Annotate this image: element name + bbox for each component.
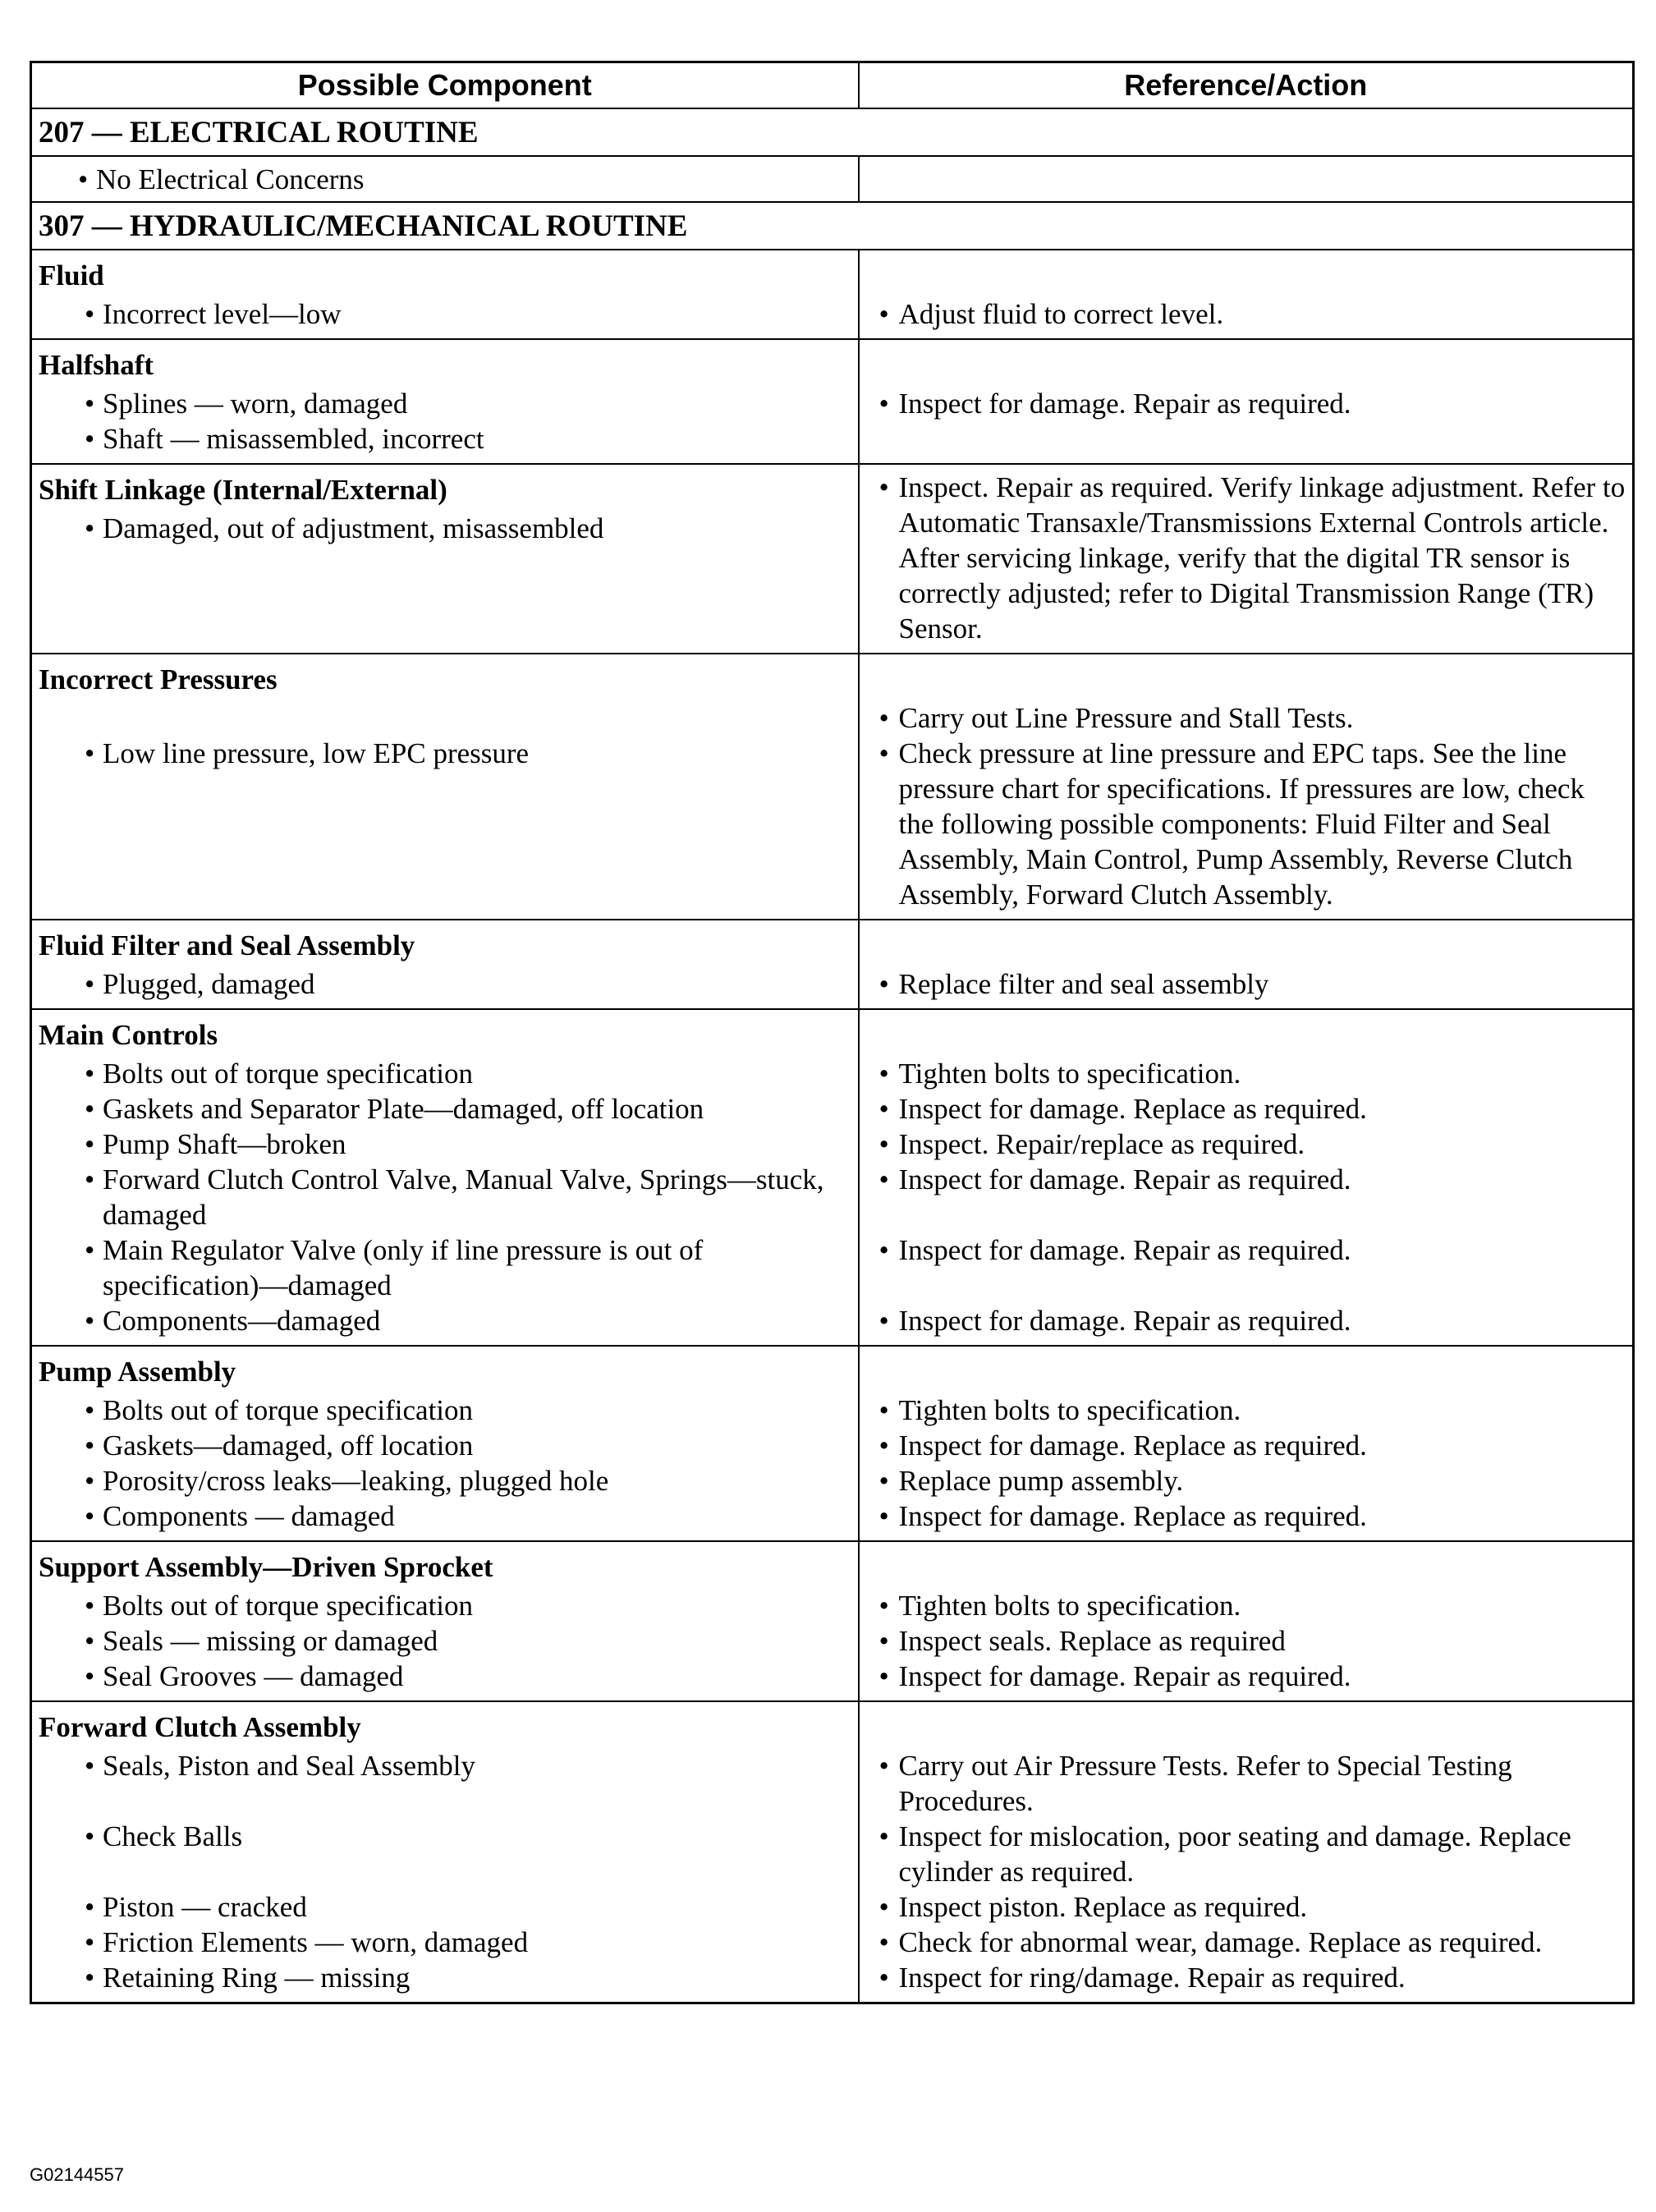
component-cell [31, 1541, 859, 1701]
action-item: • Inspect. Repair/replace as required. [866, 1127, 1626, 1162]
component-item: • Retaining Ring — missing [39, 1960, 851, 1995]
action-item: • Replace filter and seal assembly [866, 966, 1626, 1002]
action-item: • Inspect for damage. Repair as required. [866, 1162, 1626, 1197]
component-cell [31, 1701, 859, 2003]
table-row [31, 464, 1634, 654]
action-item: • Inspect for damage. Replace as required. [866, 1498, 1626, 1534]
component-item: • Shaft — misassembled, incorrect [39, 421, 851, 457]
action-item: • Inspect piston. Replace as required. [866, 1889, 1626, 1925]
component-item: • Damaged, out of adjustment, misassembled [39, 511, 851, 546]
table-row [31, 250, 1634, 339]
component-item: • Friction Elements — worn, damaged [39, 1925, 851, 1960]
diagnosis-table [30, 61, 1635, 2004]
group-title: Main Controls [39, 1019, 218, 1051]
action-item: • Check pressure at line pressure and EPC taps. See the line pressure chart for specifications. If pressures are low, check the following possible components: Fluid Filter and Seal Assembly, Main Control, Pump Assembly, Reverse Clutch Assembly, Forward Clutch Assembly. [866, 736, 1626, 912]
table-row [31, 1541, 1634, 1701]
table-row [31, 339, 1634, 464]
column-header-action: Reference/Action [859, 62, 1634, 109]
component-cell [31, 654, 859, 920]
component-item: • Bolts out of torque specification [39, 1393, 851, 1428]
action-item: • Inspect for damage. Replace as required. [866, 1428, 1626, 1463]
action-item: • Inspect for damage. Replace as required. [866, 1091, 1626, 1127]
component-cell [31, 464, 859, 654]
component-item: • No Electrical Concerns [32, 162, 858, 197]
action-item: • Tighten bolts to specification. [866, 1393, 1626, 1428]
action-item: • Inspect for damage. Repair as required. [866, 1232, 1626, 1268]
diagnosis-table-page [30, 61, 1632, 2004]
action-item: • Inspect seals. Replace as required [866, 1623, 1626, 1659]
action-item: • Inspect. Repair as required. Verify linkage adjustment. Refer to Automatic Transaxle/Transmissions External Controls article. After servicing linkage, verify that the digital TR sensor is correctly adjusted; refer to Digital Transmission Range (TR) Sensor. [866, 470, 1626, 646]
action-item: • Inspect for damage. Repair as required. [866, 386, 1626, 421]
action-item: • Inspect for mislocation, poor seating and damage. Replace cylinder as required. [866, 1819, 1626, 1889]
component-item: • Gaskets—damaged, off location [39, 1428, 851, 1463]
component-item: • Pump Shaft—broken [39, 1127, 851, 1162]
section-row-hydraulic [31, 202, 1634, 250]
action-item: • Tighten bolts to specification. [866, 1588, 1626, 1623]
action-item: • Inspect for damage. Repair as required. [866, 1303, 1626, 1338]
component-item: • Incorrect level—low [39, 296, 851, 332]
component-item: • Gaskets and Separator Plate—damaged, off location [39, 1091, 851, 1127]
component-item: • Forward Clutch Control Valve, Manual Valve, Springs—stuck, damaged [39, 1162, 851, 1232]
action-cell [859, 339, 1634, 464]
component-item: • Bolts out of torque specification [39, 1588, 851, 1623]
action-cell [859, 1701, 1634, 2003]
component-item: • Plugged, damaged [39, 966, 851, 1002]
table-row [31, 1346, 1634, 1541]
component-cell [31, 156, 859, 202]
component-cell [31, 1009, 859, 1346]
action-cell [859, 1009, 1634, 1346]
section-heading-electrical: 207 — ELECTRICAL ROUTINE [31, 108, 1634, 156]
group-title: Halfshaft [39, 349, 154, 381]
component-item: • Low line pressure, low EPC pressure [39, 736, 851, 771]
action-item: • Replace pump assembly. [866, 1463, 1626, 1498]
table-row [31, 1701, 1634, 2003]
component-item: • Bolts out of torque specification [39, 1056, 851, 1091]
section-heading-hydraulic: 307 — HYDRAULIC/MECHANICAL ROUTINE [31, 202, 1634, 250]
action-item: • Check for abnormal wear, damage. Replace as required. [866, 1925, 1626, 1960]
group-title: Pump Assembly [39, 1356, 236, 1388]
component-cell [31, 339, 859, 464]
component-item: • Piston — cracked [39, 1889, 851, 1925]
component-item: • Components — damaged [39, 1498, 851, 1534]
table-row [31, 654, 1634, 920]
action-cell [859, 250, 1634, 339]
action-item: • Adjust fluid to correct level. [866, 296, 1626, 332]
action-item: • Tighten bolts to specification. [866, 1056, 1626, 1091]
action-item: • Inspect for ring/damage. Repair as required. [866, 1960, 1626, 1995]
action-cell [859, 654, 1634, 920]
component-item: • Seal Grooves — damaged [39, 1659, 851, 1694]
table-row [31, 1009, 1634, 1346]
action-cell [859, 464, 1634, 654]
component-item: • Seals — missing or damaged [39, 1623, 851, 1659]
component-item: • Main Regulator Valve (only if line pressure is out of specification)—damaged [39, 1232, 851, 1303]
action-item: • Inspect for damage. Repair as required. [866, 1659, 1626, 1694]
group-title: Incorrect Pressures [39, 663, 278, 695]
group-title: Fluid Filter and Seal Assembly [39, 929, 415, 961]
figure-id: G02144557 [30, 2164, 124, 2185]
action-item: • Carry out Air Pressure Tests. Refer to Special Testing Procedures. [866, 1748, 1626, 1819]
action-cell [859, 1346, 1634, 1541]
component-item: • Porosity/cross leaks—leaking, plugged hole [39, 1463, 851, 1498]
group-title: Shift Linkage (Internal/External) [39, 474, 447, 506]
component-cell [31, 1346, 859, 1541]
group-title: Forward Clutch Assembly [39, 1711, 361, 1743]
component-item: • Check Balls [39, 1819, 851, 1854]
group-title: Support Assembly—Driven Sprocket [39, 1551, 493, 1583]
component-item: • Splines — worn, damaged [39, 386, 851, 421]
table-row [31, 920, 1634, 1009]
group-title: Fluid [39, 259, 104, 291]
action-cell [859, 920, 1634, 1009]
component-cell [31, 250, 859, 339]
component-cell [31, 920, 859, 1009]
component-item: • Seals, Piston and Seal Assembly [39, 1748, 851, 1783]
action-cell [859, 156, 1634, 202]
section-row-electrical [31, 108, 1634, 156]
component-item: • Components—damaged [39, 1303, 851, 1338]
action-cell [859, 1541, 1634, 1701]
column-header-component: Possible Component [31, 62, 859, 109]
table-header-row [31, 62, 1634, 109]
action-item: • Carry out Line Pressure and Stall Tests. [866, 700, 1626, 736]
table-row [31, 156, 1634, 202]
